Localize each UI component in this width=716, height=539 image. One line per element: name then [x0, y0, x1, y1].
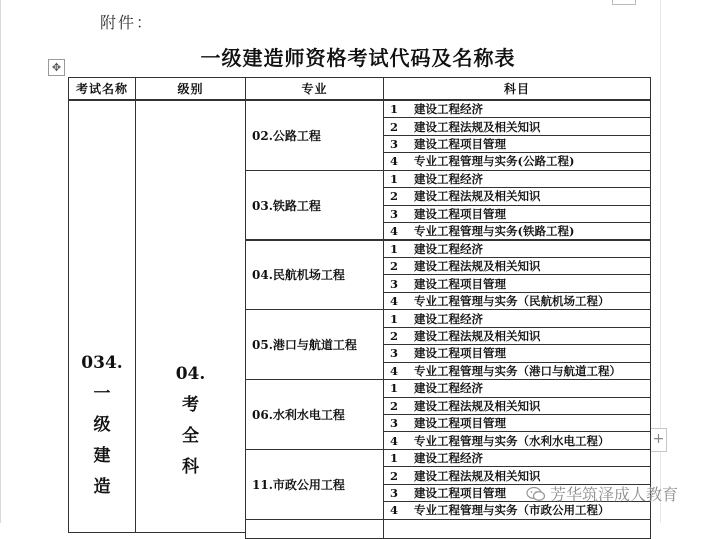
subject-row: [383, 205, 651, 223]
watermark-text: 芳华筑泽成人教育: [550, 485, 679, 504]
subject-name: 建设工程项目管理: [414, 136, 506, 151]
subject-name: 建设工程经济: [414, 311, 483, 326]
subject-row: [383, 274, 651, 292]
subject-name: 建设工程经济: [414, 241, 483, 256]
subject-name: 专业工程管理与实务(公路工程): [414, 154, 575, 169]
subject-row: [383, 431, 651, 449]
document-title: 一级建造师资格考试代码及名称表: [200, 46, 516, 70]
subject-name: 建设工程项目管理: [414, 416, 506, 431]
subject-name: 建设工程法规及相关知识: [414, 119, 541, 134]
header-level-label: 级别: [177, 82, 204, 96]
header-subject: [383, 77, 651, 100]
subject-row: [383, 414, 651, 432]
subject-row: [383, 397, 651, 415]
subject-number: 3: [390, 416, 399, 431]
subject-number: 2: [390, 189, 399, 204]
major-label: 05.港口与航道工程: [252, 338, 357, 353]
watermark: [526, 482, 678, 505]
subject-row: [383, 117, 651, 135]
subject-row: [383, 257, 651, 275]
level-cell: [135, 100, 246, 533]
subject-name: 建设工程经济: [414, 381, 483, 396]
page-corner-mark: [612, 0, 636, 5]
exam-name-line: 造: [93, 477, 111, 497]
major-label: 06.水利水电工程: [252, 407, 345, 422]
subject-number: 4: [390, 154, 399, 169]
major-label: 02.公路工程: [252, 128, 321, 143]
level-line: 全: [182, 426, 199, 446]
subject-row: [383, 152, 651, 170]
header-subject-label: 科目: [503, 82, 530, 96]
subject-number: 3: [390, 136, 399, 151]
subject-name: 专业工程管理与实务（市政公用工程）: [414, 503, 610, 518]
header-major: [245, 77, 384, 100]
level-line: 04.: [175, 364, 206, 384]
subject-name: 建设工程法规及相关知识: [414, 468, 541, 483]
subject-name: 建设工程法规及相关知识: [414, 189, 541, 204]
subject-number: 1: [390, 171, 399, 186]
major-cell: [245, 100, 384, 171]
subject-row: [383, 100, 651, 118]
subject-number: 1: [390, 311, 399, 326]
subject-number: 4: [390, 224, 399, 239]
subject-number: 1: [390, 451, 399, 466]
subject-name: 建设工程法规及相关知识: [414, 328, 541, 343]
subject-name: 专业工程管理与实务（水利水电工程）: [414, 433, 610, 448]
subject-number: 1: [390, 102, 399, 117]
wechat-icon: [526, 486, 546, 502]
header-level: [135, 77, 246, 100]
major-label: 03.铁路工程: [252, 198, 321, 213]
subject-number: 4: [390, 293, 399, 308]
subject-number: 2: [390, 468, 399, 483]
subject-row: [383, 344, 651, 362]
subject-number: 3: [390, 276, 399, 291]
header-major-label: 专业: [301, 82, 328, 96]
subject-number: 1: [390, 241, 399, 256]
exam-name-line: 034.: [81, 353, 123, 373]
subject-number: 1: [390, 381, 399, 396]
major-cell: [245, 379, 384, 450]
major-label: 04.民航机场工程: [252, 268, 345, 283]
header-exam-name: [68, 77, 136, 100]
subject-name: 建设工程经济: [414, 171, 483, 186]
subject-number: 2: [390, 328, 399, 343]
table-move-handle-icon[interactable]: ✥: [48, 59, 65, 76]
subject-number: 3: [390, 485, 399, 500]
subject-row: [383, 292, 651, 310]
major-cell: [245, 449, 384, 520]
subject-row-partial: [383, 519, 651, 539]
subject-row: [383, 170, 651, 188]
subject-name: 建设工程经济: [414, 102, 483, 117]
exam-name-line: 建: [93, 446, 111, 466]
subject-number: 3: [390, 206, 399, 221]
subject-row: [383, 222, 651, 240]
attachment-label: 附件：: [100, 13, 155, 32]
subject-row: [383, 135, 651, 153]
subject-name: 建设工程法规及相关知识: [414, 398, 541, 413]
subject-row: [383, 379, 651, 397]
subject-name: 建设工程项目管理: [414, 276, 506, 291]
subject-number: 4: [390, 433, 399, 448]
subject-name: 专业工程管理与实务（港口与航道工程）: [414, 363, 621, 378]
exam-name-cell: [68, 100, 136, 533]
subject-name: 建设工程项目管理: [414, 346, 506, 361]
subject-row: [383, 327, 651, 345]
major-label: 11.市政公用工程: [252, 477, 345, 492]
major-cell-partial: [245, 519, 384, 539]
level-line: 考: [182, 395, 199, 415]
major-cell: [245, 240, 384, 311]
major-cell: [245, 170, 384, 241]
subject-row: [383, 362, 651, 380]
level-line: 科: [182, 457, 199, 477]
subject-name: 专业工程管理与实务(铁路工程): [414, 224, 575, 239]
subject-row: [383, 187, 651, 205]
subject-number: 4: [390, 503, 399, 518]
subject-name: 建设工程经济: [414, 451, 483, 466]
subject-number: 2: [390, 398, 399, 413]
subject-number: 2: [390, 119, 399, 134]
subject-name: 建设工程法规及相关知识: [414, 259, 541, 274]
header-exam-name-label: 考试名称: [75, 82, 128, 96]
exam-name-line: 一: [93, 384, 111, 404]
subject-row: [383, 449, 651, 467]
subject-number: 4: [390, 363, 399, 378]
subject-row: [383, 309, 651, 327]
add-column-icon[interactable]: +: [650, 428, 667, 452]
subject-name: 专业工程管理与实务（民航机场工程）: [414, 293, 610, 308]
subject-row: [383, 240, 651, 258]
subject-number: 3: [390, 346, 399, 361]
subject-name: 建设工程项目管理: [414, 485, 506, 500]
exam-name-line: 级: [93, 415, 111, 435]
page-edge-left: [0, 0, 1, 523]
subject-number: 2: [390, 259, 399, 274]
major-cell: [245, 309, 384, 380]
subject-name: 建设工程项目管理: [414, 206, 506, 221]
